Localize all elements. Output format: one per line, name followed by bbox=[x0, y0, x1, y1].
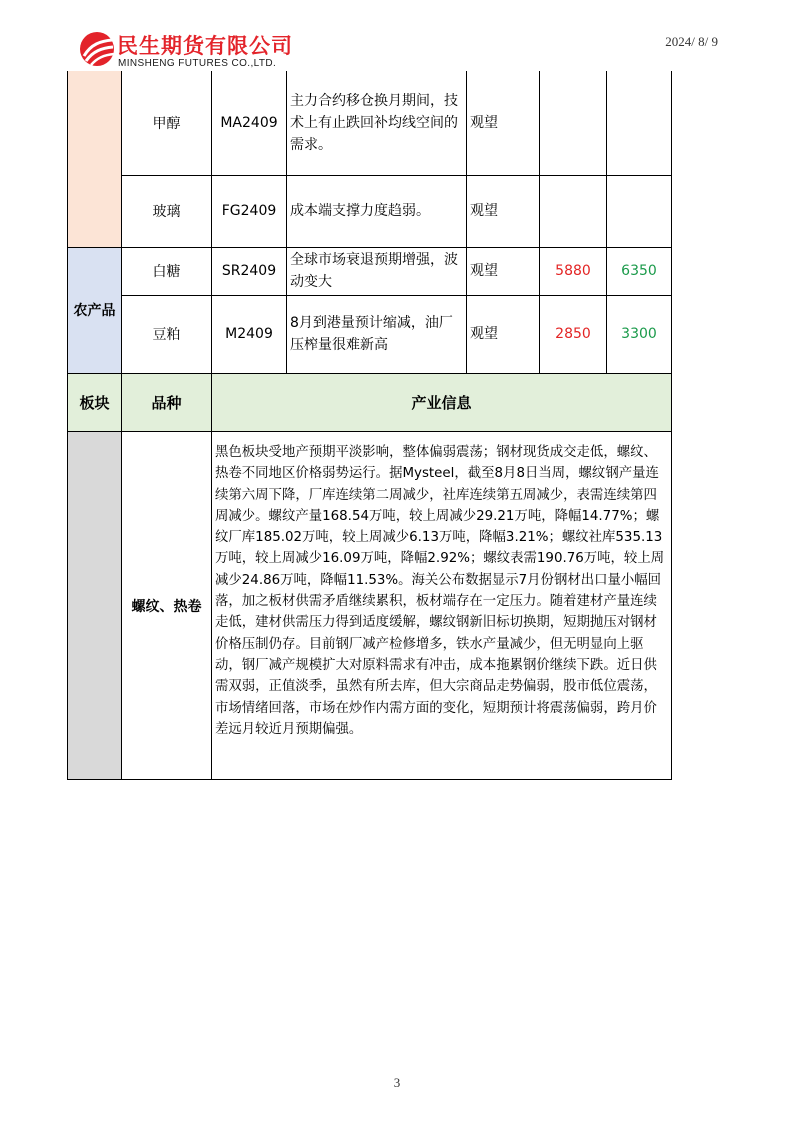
table-row bbox=[68, 175, 672, 247]
resistance-level: 6350 bbox=[607, 247, 672, 295]
header-industry-info: 产业信息 bbox=[212, 374, 672, 432]
company-name-en: MINSHENG FUTURES CO.,LTD. bbox=[118, 58, 277, 69]
page-header bbox=[0, 0, 794, 72]
product-name: 白糖 bbox=[122, 247, 212, 295]
product-name: 螺纹、热卷 bbox=[122, 432, 212, 780]
product-name: 玻璃 bbox=[122, 175, 212, 247]
trade-advice: 观望 bbox=[467, 175, 540, 247]
market-view: 主力合约移仓换月期间，技术上有止跌回补均线空间的需求。 bbox=[287, 71, 467, 175]
minsheng-logo-icon bbox=[79, 31, 115, 67]
table-row bbox=[68, 432, 672, 780]
industry-info-text: 黑色板块受地产预期平淡影响，整体偏弱震荡；钢材现货成交走低，螺纹、热卷不同地区价格弱势运行。据Mysteel，截至8月8日当周，螺纹钢产量连续第六周下降，厂库连续第二周减少，社库连续第五周减少，表需连续第四周减少。螺纹产量168.54万吨，较上周减少29.21万吨，降幅14.77%；螺纹厂库185.02万吨，较上周减少6.13万吨，降幅3.21%；螺纹社库535.13万吨，较上周减少16.09万吨，降幅2.92%；螺纹表需190.76万吨，较上周减少24.86万吨，降幅11.53%。海关公布数据显示7月份钢材出口量小幅回落，加之板材供需矛盾继续累积，板材端存在一定压力。随着建材产量连续走低，建材供需压力得到适度缓解，螺纹钢新旧标切换期，短期抛压对钢材价格压制仍存。目前钢厂减产检修增多，铁水产量减少，但无明显向上驱动，钢厂减产规模扩大对原料需求有冲击，成本拖累钢价继续下跌。近日供需双弱，正值淡季，虽然有所去库，但大宗商品走势偏弱，股市低位震荡，市场情绪回落，市场在炒作内需方面的变化，短期预计将震荡偏弱，跨月价差远月较近月预期偏强。 bbox=[212, 432, 672, 780]
contract-code: MA2409 bbox=[212, 71, 287, 175]
support-level bbox=[540, 71, 607, 175]
agri-section-label: 农产品 bbox=[68, 247, 122, 373]
market-view: 成本端支撑力度趋弱。 bbox=[287, 175, 467, 247]
product-name: 豆粕 bbox=[122, 295, 212, 373]
market-view: 8月到港量预计缩减，油厂压榨量很难新高 bbox=[287, 295, 467, 373]
industry-info-table bbox=[67, 373, 672, 780]
page-number: 3 bbox=[393, 1075, 401, 1090]
energy-section-cell bbox=[68, 71, 122, 247]
table-header-row bbox=[68, 374, 672, 432]
product-name: 甲醇 bbox=[122, 71, 212, 175]
table-row bbox=[68, 295, 672, 373]
support-level: 5880 bbox=[540, 247, 607, 295]
contract-code: SR2409 bbox=[212, 247, 287, 295]
trade-advice: 观望 bbox=[467, 71, 540, 175]
table-row bbox=[68, 247, 672, 295]
contract-code: FG2409 bbox=[212, 175, 287, 247]
table-row bbox=[68, 71, 672, 175]
trade-advice: 观望 bbox=[467, 295, 540, 373]
header-sector: 板块 bbox=[68, 374, 122, 432]
resistance-level bbox=[607, 175, 672, 247]
report-date: 2024/ 8/ 9 bbox=[665, 34, 718, 49]
resistance-level: 3300 bbox=[607, 295, 672, 373]
contract-code: M2409 bbox=[212, 295, 287, 373]
company-name-cn: 民生期货有限公司 bbox=[117, 34, 293, 58]
trade-advice: 观望 bbox=[467, 247, 540, 295]
strategy-table bbox=[67, 71, 672, 374]
header-product: 品种 bbox=[122, 374, 212, 432]
support-level: 2850 bbox=[540, 295, 607, 373]
sector-cell bbox=[68, 432, 122, 780]
support-level bbox=[540, 175, 607, 247]
market-view: 全球市场衰退预期增强，波动变大 bbox=[287, 247, 467, 295]
resistance-level bbox=[607, 71, 672, 175]
